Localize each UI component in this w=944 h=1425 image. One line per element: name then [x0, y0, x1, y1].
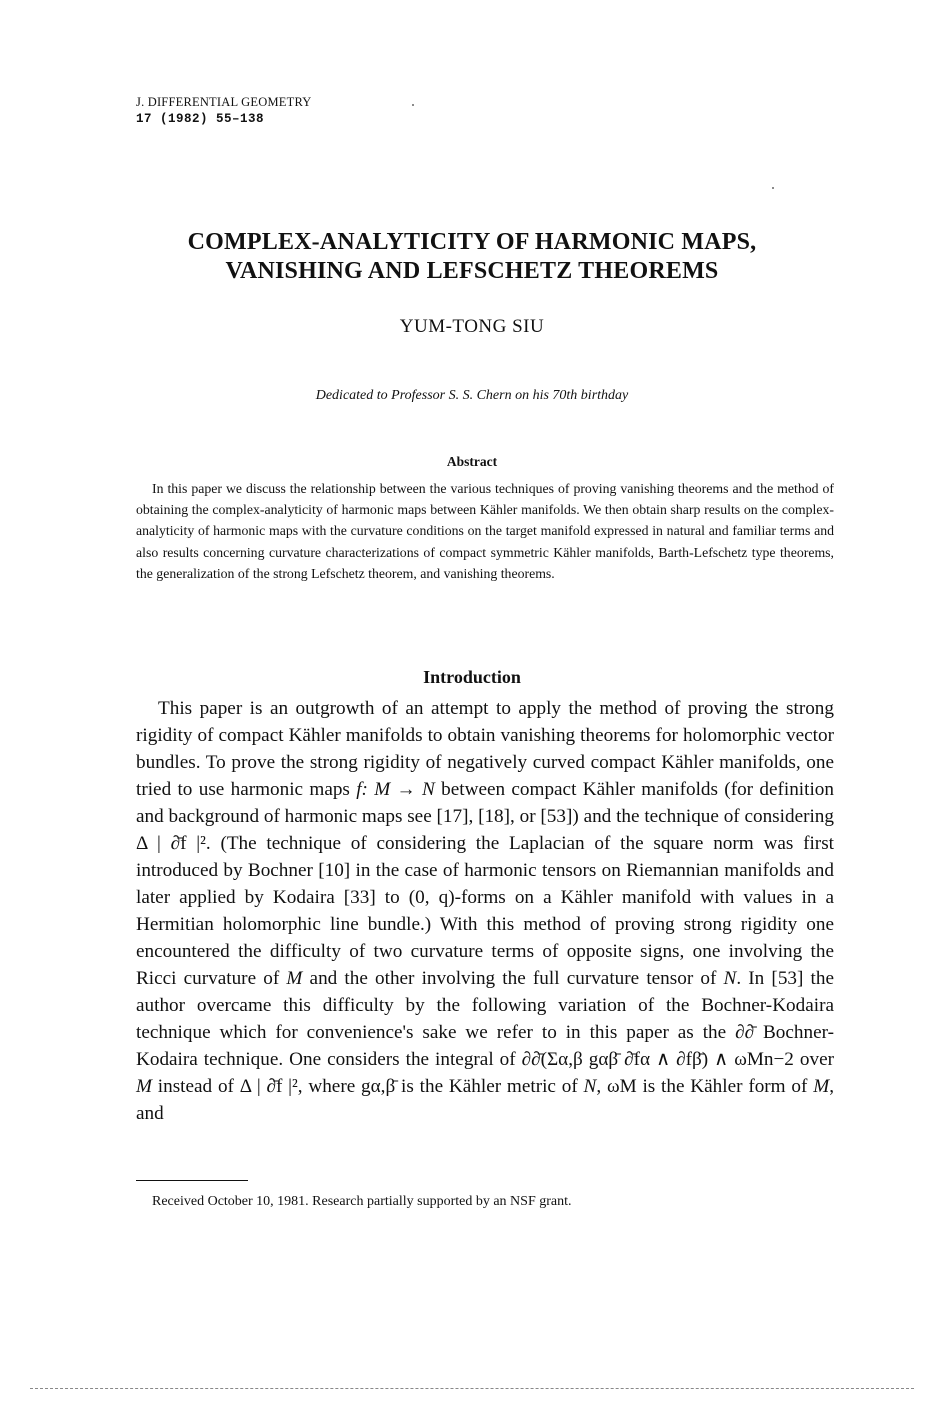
- intro-math-1: f: M → N: [356, 779, 435, 800]
- scan-edge-line: [30, 1388, 914, 1389]
- scan-speck: [772, 187, 774, 189]
- abstract-heading: Abstract: [446, 454, 498, 469]
- dedication: Dedicated to Professor S. S. Chern on his 70th birthday: [315, 388, 629, 403]
- intro-text-7: , and: [136, 1076, 834, 1124]
- author: YUM-TONG SIU: [399, 316, 545, 337]
- title-line-2: VANISHING AND LEFSCHETZ THEOREMS: [225, 258, 719, 284]
- intro-math-5: N: [583, 1076, 597, 1097]
- title-line-1: COMPLEX-ANALYTICITY OF HARMONIC MAPS,: [187, 229, 757, 255]
- journal-header: [136, 94, 312, 128]
- journal-volume: 17 (1982) 55–138: [136, 112, 265, 126]
- intro-math-6: M: [813, 1076, 830, 1097]
- intro-text-1: This paper is an outgrowth of an attempt to apply the method of proving the strong rigidity of compact Kähler manifolds to obtain vanishing theorems for holomorphic vector bundles. To prove the strong rigidity of negatively curved compact Kähler manifolds, one tried to use harmonic maps: [136, 698, 834, 800]
- intro-text-4: . In [53] the author overcame this difficulty by the following variation of the Bochner-Kodaira technique which for convenience's sake we refer to in this paper as the ∂∂̄ Bochner-Kodaira technique. One considers the integral of ∂∂̄(Σα,β gαβ̄ ∂̄fα ∧ ∂fβ̄) ∧ ωMn−2 over: [136, 968, 834, 1070]
- introduction-paragraph: [136, 695, 834, 1127]
- footnote: Received October 10, 1981. Research partially supported by an NSF grant.: [152, 1194, 572, 1209]
- intro-text-3: and the other involving the full curvature tensor of: [302, 968, 724, 989]
- introduction-heading: Introduction: [423, 667, 521, 687]
- paper-title: [0, 228, 944, 286]
- intro-math-4: M: [136, 1076, 152, 1097]
- intro-text-5: instead of Δ | ∂̄f |², where gα,β̄ is the Kähler metric of: [151, 1076, 584, 1097]
- scan-speck: [412, 104, 414, 106]
- intro-math-3: N: [723, 968, 737, 989]
- abstract-text: In this paper we discuss the relationship between the various techniques of proving vanishing theorems and the method of obtaining the complex-analyticity of harmonic maps between Kähler manifolds. We then obtain sharp results on the complex-analyticity of harmonic maps with the curvature conditions on the target manifold expressed in natural and familiar terms and also results concerning curvature characterizations of compact symmetric Kähler manifolds, Barth-Lefschetz type theorems, the generalization of the strong Lefschetz theorem, and vanishing theorems.: [136, 481, 834, 581]
- intro-text-6: , ωM is the Kähler form of: [596, 1076, 814, 1097]
- footnote-rule: [136, 1180, 248, 1181]
- journal-name: J. DIFFERENTIAL GEOMETRY: [136, 95, 312, 109]
- intro-math-2: M: [286, 968, 303, 989]
- intro-text-2: between compact Kähler manifolds (for definition and background of harmonic maps see [17], [18], or [53]) and the technique of considering Δ | ∂̄f |². (The technique of considering the Laplacian of the square norm was first introduced by Bochner [10] in the case of harmonic tensors on Riemannian manifolds and later applied by Kodaira [33] to (0, q)-forms on a Kähler manifold with values in a Hermitian holomorphic line bundle.) With this method of proving strong rigidity one encountered the difficulty of two curvature terms of opposite signs, one involving the Ricci curvature of: [136, 779, 834, 989]
